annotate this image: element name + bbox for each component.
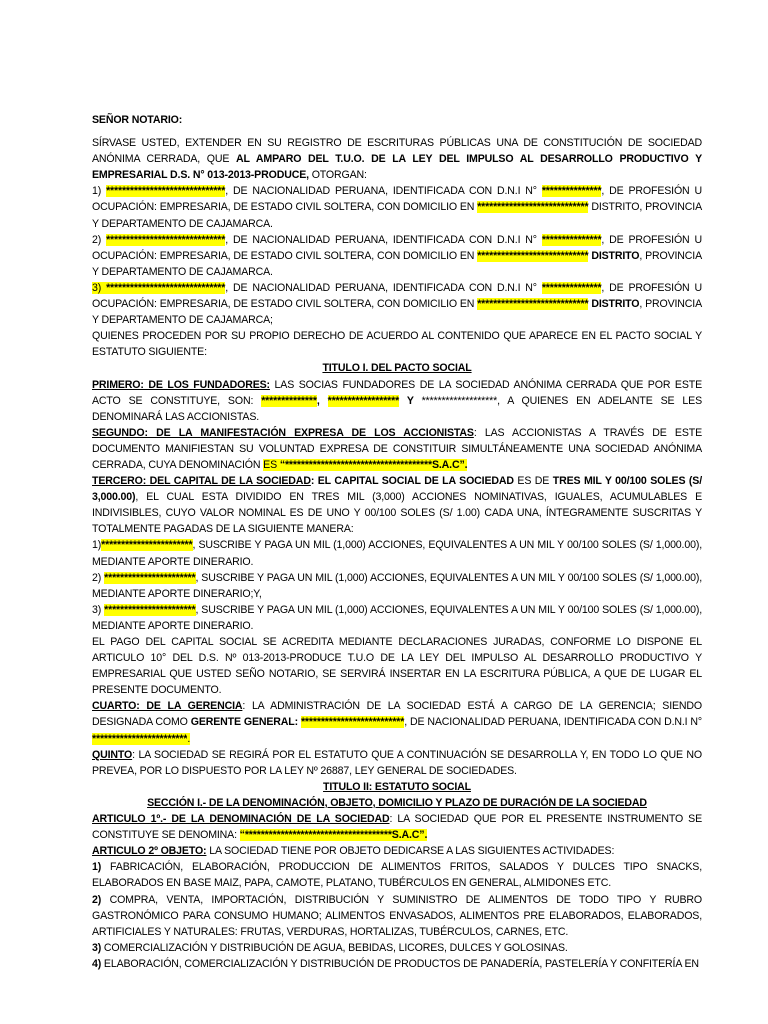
shareholder-1: 1)***********************, SUSCRIBE Y PAGA UN MIL (1,000) ACCIONES, EQUIVALENTES A UN MIL Y 00/100 SOLES (S/ 1,000.00), MEDIANTE APORTE DINERARIO. xyxy=(92,539,702,568)
grantor-1: 1) ******************************, DE NACIONALIDAD PERUANA, IDENTIFICADA CON D.N.I N° ***************, DE PROFESIÓN U OCUPACIÓN: EMPRESARIA, DE ESTADO CIVIL SOLTERA, CON DOMICILIO EN **************************** DISTRITO, PROVINCIA Y DEPARTAMENTO DE CAJAMARCA. xyxy=(92,185,702,230)
shareholder-3: 3) ***********************, SUSCRIBE Y PAGA UN MIL (1,000) ACCIONES, EQUIVALENTES A UN MIL Y 00/100 SOLES (S/ 1,000.00), MEDIANTE APORTE DINERARIO. xyxy=(92,603,702,632)
activity-1: 1) FABRICACIÓN, ELABORACIÓN, PRODUCCION DE ALIMENTOS FRITOS, SALADOS Y DULCES TIPO SNACKS, ELABORADOS EN BASE MAIZ, PAPA, CAMOTE, PLATANO, TUBÉRCULOS EN GENERAL, ALMIDONES ETC. xyxy=(92,861,702,890)
activity-2: 2) COMPRA, VENTA, IMPORTACIÓN, DISTRIBUCIÓN Y SUMINISTRO DE ALIMENTOS DE TODO TIPO Y RUBRO GASTRONÓMICO PARA CONSUMO HUMANO; ALIMENTOS ENVASADOS, ALIMENTOS PRE ELABORADOS, ELABORADOS, ARTIFICIALES Y NATURALES: FRUTAS, VERDURAS, HORTALIZAS, TUBÉRCULOS, CARNES, ETC. xyxy=(92,893,702,938)
grantor-2: 2) ******************************, DE NACIONALIDAD PERUANA, IDENTIFICADA CON D.N.I N° ***************, DE PROFESIÓN U OCUPACIÓN: EMPRESARIA, DE ESTADO CIVIL SOLTERA, CON DOMICILIO EN **************************** DISTRITO, PROVINCIA Y DEPARTAMENTO DE CAJAMARCA. xyxy=(92,233,703,278)
section-i-heading: SECCIÓN I.- DE LA DENOMINACIÓN, OBJETO, DOMICILIO Y PLAZO DE DURACIÓN DE LA SOCIEDAD xyxy=(147,796,647,809)
document-page xyxy=(92,112,702,972)
title-estatuto-social: TITULO II: ESTATUTO SOCIAL xyxy=(323,780,471,793)
salutation: SEÑOR NOTARIO: xyxy=(92,114,183,126)
clause-cuarto: CUARTO: DE LA GERENCIA: LA ADMINISTRACIÓN DE LA SOCIEDAD ESTÁ A CARGO DE LA GERENCIA; SIENDO DESIGNADA COMO GERENTE GENERAL: **************************, DE NACIONALIDAD PERUANA, IDENTIFICADA CON D.N.I N° ************************. xyxy=(92,700,703,745)
shareholder-2: 2) ***********************, SUSCRIBE Y PAGA UN MIL (1,000) ACCIONES, EQUIVALENTES A UN MIL Y 00/100 SOLES (S/ 1,000.00), MEDIANTE APORTE DINERARIO;Y, xyxy=(92,571,702,600)
intro-paragraph: SÍRVASE USTED, EXTENDER EN SU REGISTRO DE ESCRITURAS PÚBLICAS UNA DE CONSTITUCIÓN DE SOCIEDAD ANÓNIMA CERRADA, QUE AL AMPARO DEL T.U.O. DE LA LEY DEL IMPULSO AL DESARROLLO PRODUCTIVO Y EMPRESARIAL D.S. N° 013-2013-PRODUCE, OTORGAN: xyxy=(92,137,702,182)
grantor-3: 3) ******************************, DE NACIONALIDAD PERUANA, IDENTIFICADA CON D.N.I N° ***************, DE PROFESIÓN U OCUPACIÓN: EMPRESARIA, DE ESTADO CIVIL SOLTERA, CON DOMICILIO EN **************************** DISTRITO, PROVINCIA Y DEPARTAMENTO DE CAJAMARCA; xyxy=(92,281,703,327)
article-1: ARTICULO 1º.- DE LA DENOMINACIÓN DE LA SOCIEDAD: LA SOCIEDAD QUE POR EL PRESENTE INSTRUMENTO SE CONSTITUYE SE DENOMINA: “*************************************S.A.C”. xyxy=(92,813,702,842)
clause-segundo: SEGUNDO: DE LA MANIFESTACIÓN EXPRESA DE LOS ACCIONISTAS: LAS ACCIONISTAS A TRAVÉS DE ESTE DOCUMENTO MANIFIESTAN SU VOLUNTAD EXPRESA DE CONSTITUIR SIMULTÁNEAMENTE UNA SOCIEDAD ANÓNIMA CERRADA, CUYA DENOMINACIÓN ES “*************************************S.A.C”. xyxy=(92,426,702,471)
clause-primero: PRIMERO: DE LOS FUNDADORES: LAS SOCIAS FUNDADORES DE LA SOCIEDAD ANÓNIMA CERRADA QUE POR ESTE ACTO SE CONSTITUYE, SON: **************, ****************** Y *******************, A QUIENES EN ADELANTE SE LES DENOMINARÁ LAS ACCIONISTAS. xyxy=(92,378,702,423)
clause-quinto: QUINTO: LA SOCIEDAD SE REGIRÁ POR EL ESTATUTO QUE A CONTINUACIÓN SE DESARROLLA Y, EN TODO LO QUE NO PREVEA, POR LO DISPUESTO POR LA LEY Nº 26887, LEY GENERAL DE SOCIEDADES. xyxy=(92,748,702,777)
article-2: ARTICULO 2º OBJETO: LA SOCIEDAD TIENE POR OBJETO DEDICARSE A LAS SIGUIENTES ACTIVIDADES: xyxy=(92,845,615,858)
capital-payment-paragraph: EL PAGO DEL CAPITAL SOCIAL SE ACREDITA MEDIANTE DECLARACIONES JURADAS, CONFORME LO DISPONE EL ARTICULO 10° DEL D.S. Nº 013-2013-PRODUCE T.U.O DE LA LEY DEL IMPULSO AL DESARROLLO PRODUCTIVO Y EMPRESARIAL QUE USTED SEÑO NOTARIO, SE SERVIRÁ INSERTAR EN LA ESCRITURA PÚBLICA, A QUE DE LUGAR EL PRESENTE DOCUMENTO. xyxy=(92,636,702,697)
clause-tercero: TERCERO: DEL CAPITAL DE LA SOCIEDAD: EL CAPITAL SOCIAL DE LA SOCIEDAD ES DE TRES MIL Y 00/100 SOLES (S/ 3,000.00), EL CUAL ESTA DIVIDIDO EN TRES MIL (3,000) ACCIONES NOMINATIVAS, IGUALES, ACUMULABLES E INDIVISIBLES, CUYO VALOR NOMINAL ES DE UNO Y 00/100 SOLES (S/ 1.00) CADA UNA, ÍNTEGRAMENTE SUSCRITAS Y TOTALMENTE PAGADAS DE LA SIGUIENTE MANERA: xyxy=(92,475,702,536)
activity-4: 4) ELABORACIÓN, COMERCIALIZACIÓN Y DISTRIBUCIÓN DE PRODUCTOS DE PANADERÍA, PASTELERÍA Y CONFITERÍA EN xyxy=(92,957,699,970)
activity-3: 3) COMERCIALIZACIÓN Y DISTRIBUCIÓN DE AGUA, BEBIDAS, LICORES, DULCES Y GOLOSINAS. xyxy=(92,941,568,954)
proceed-paragraph: QUIENES PROCEDEN POR SU PROPIO DERECHO DE ACUERDO AL CONTENIDO QUE APARECE EN EL PACTO SOCIAL Y ESTATUTO SIGUIENTE: xyxy=(92,330,702,359)
title-pacto-social: TITULO I. DEL PACTO SOCIAL xyxy=(322,362,472,375)
